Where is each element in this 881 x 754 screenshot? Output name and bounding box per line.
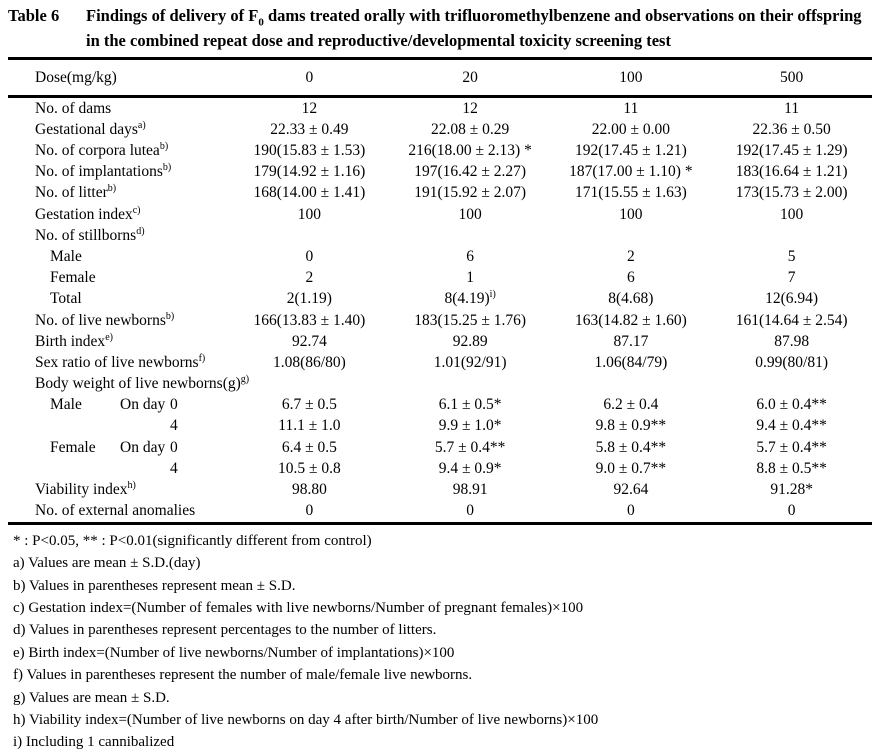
footnote-marker: b): [159, 140, 169, 152]
footnote-line: g) Values are mean ± S.D.: [13, 689, 170, 706]
data-cell: 100: [780, 205, 804, 223]
data-cell: 191(15.92 ± 2.07): [414, 184, 527, 202]
data-cell: 100: [458, 205, 482, 223]
footnote-marker: a): [137, 119, 146, 131]
dose-value-500: 500: [711, 59, 872, 97]
row-label-day: 0: [170, 438, 178, 456]
data-cell: 179(14.92 ± 1.16): [253, 163, 366, 181]
table-row: [8, 310, 872, 331]
data-cell: 87.17: [613, 332, 649, 350]
row-label: Female: [50, 269, 96, 287]
data-cell: [390, 373, 551, 394]
table-row: [8, 501, 872, 524]
data-cell: 171(15.55 ± 1.63): [574, 184, 687, 202]
footnote-marker: h): [127, 479, 136, 491]
data-cell: 0: [466, 502, 474, 520]
row-label-sex: Male: [50, 396, 82, 414]
table-row: [8, 268, 872, 289]
data-cell: 0: [305, 247, 314, 265]
row-label: [8, 437, 229, 458]
data-cell: 22.36 ± 0.50: [752, 120, 831, 138]
row-label: No. of corpora lutea$^{b)}$: [35, 140, 169, 159]
footnote-line: * : P<0.05, ** : P<0.01(significantly different from control): [13, 532, 372, 549]
table-row: [8, 331, 872, 352]
data-cell: 173(15.73 ± 2.00): [735, 184, 848, 202]
data-cell: 98.80: [291, 481, 327, 498]
data-cell: 11: [784, 99, 800, 117]
table-row: [8, 416, 872, 437]
data-cell: [229, 225, 390, 246]
data-cell: 8.8 ± 0.5**: [756, 459, 827, 477]
data-cell: 10.5 ± 0.8: [277, 459, 341, 477]
table-row: [8, 140, 872, 161]
data-cell: 2(1.19): [286, 290, 332, 308]
data-cell: 1.08(86/80): [272, 353, 346, 371]
table-row: [8, 458, 872, 479]
table-row: [8, 225, 872, 246]
caption-text-post: dams treated orally with trifluoromethylbenzene and observations on their offspring in the combined repeat dose and reproductive/developmental toxicity screening test: [86, 6, 862, 50]
data-cell: 87.98: [774, 332, 810, 350]
data-cell: 2: [627, 247, 635, 265]
data-cell: 6.7 ± 0.5: [281, 396, 337, 414]
table-row: [8, 162, 872, 183]
data-cell: 9.8 ± 0.9**: [595, 417, 667, 435]
row-label: No. of external anomalies: [35, 502, 196, 520]
row-label: Total: [50, 290, 82, 308]
caption-text-pre: Findings of delivery of F: [86, 6, 259, 25]
footnote-line: h) Viability index=(Number of live newborns on day 4 after birth/Number of live newborns)×100: [13, 712, 599, 729]
footnote-marker: f): [198, 352, 206, 364]
table-row: [8, 204, 872, 225]
footnote-marker: g): [240, 373, 250, 385]
data-cell: 0.99(80/81): [755, 353, 828, 371]
row-label: Gestational days$^{a)}$: [35, 119, 146, 138]
data-cell: 100: [619, 205, 643, 223]
footnote-marker: b): [107, 183, 117, 195]
row-label: No. of stillborns$^{d)}$: [35, 225, 145, 244]
row-label-onday: On day: [120, 396, 166, 414]
data-cell: 166(13.83 ± 1.40): [253, 311, 366, 329]
data-cell: 11: [623, 99, 639, 117]
table-row: [8, 246, 872, 267]
data-cell: [711, 225, 872, 246]
data-cell: 0: [305, 502, 314, 520]
table-caption: [0, 0, 881, 51]
footnote-marker: i): [489, 289, 496, 301]
data-cell: 9.0 ± 0.7**: [595, 459, 667, 477]
data-cell: 92.89: [452, 332, 488, 350]
data-cell: 5.7 ± 0.4**: [756, 438, 827, 456]
dose-value-20: 20: [390, 59, 551, 97]
data-cell: 168(14.00 ± 1.41): [253, 184, 366, 202]
data-cell: [390, 225, 551, 246]
caption-subscript: 0: [258, 16, 264, 29]
data-cell: [551, 373, 712, 394]
data-cell: [229, 373, 390, 394]
data-cell: 6.2 ± 0.4: [603, 396, 659, 414]
data-cell: 197(16.42 ± 2.27): [414, 163, 527, 181]
footnote-line: c) Gestation index=(Number of females with live newborns/Number of pregnant females)×100: [13, 600, 584, 616]
data-cell: 6: [627, 269, 635, 287]
row-label-day: 0: [170, 396, 178, 414]
table-row: [8, 479, 872, 500]
row-label: No. of live newborns$^{b)}$: [35, 310, 175, 329]
data-cell: 7: [787, 269, 796, 287]
table-row: [8, 373, 872, 394]
footnote-marker: d): [136, 225, 145, 237]
table-number: Table 6: [8, 6, 60, 25]
row-label-sex: Female: [50, 438, 96, 456]
data-cell: 5: [787, 247, 796, 265]
data-cell: 22.00 ± 0.00: [591, 120, 670, 138]
data-cell: 187(17.00 ± 1.10) *: [569, 163, 693, 181]
table-row: [8, 395, 872, 416]
table-row: [8, 183, 872, 204]
row-label-day: 4: [170, 459, 178, 477]
data-cell: 216(18.00 ± 2.13) *: [408, 142, 532, 159]
data-cell: 98.91: [452, 481, 488, 498]
data-cell: 9.4 ± 0.9*: [438, 459, 502, 477]
data-cell: 12(6.94): [765, 290, 819, 308]
row-label: No. of dams: [35, 99, 112, 117]
data-cell: 0: [627, 502, 635, 520]
data-cell: 22.08 ± 0.29: [430, 120, 510, 138]
footnote-marker: b): [162, 162, 172, 174]
row-label: No. of litter$^{b)}$: [35, 183, 117, 202]
footnote-marker: c): [132, 204, 141, 216]
row-label: Viability index$^{h)}$: [35, 479, 136, 498]
table-row: [8, 119, 872, 140]
data-cell: 183(16.64 ± 1.21): [735, 163, 848, 181]
row-label: Body weight of live $newborns(g)^{g)}$: [35, 373, 250, 393]
data-cell: 6: [466, 247, 474, 265]
data-cell: 5.8 ± 0.4**: [595, 438, 667, 456]
data-cell: 6.4 ± 0.5: [281, 438, 337, 456]
data-cell: 2: [305, 269, 314, 287]
dose-header-label: Dose(mg/kg): [8, 59, 229, 97]
table-row: [8, 97, 872, 120]
row-label: [8, 458, 229, 479]
data-cell: 9.4 ± 0.4**: [756, 417, 827, 435]
data-cell: 6.1 ± 0.5*: [438, 396, 502, 414]
row-label: Gestation index$^{c)}$: [35, 204, 141, 223]
data-cell: 9.9 ± 1.0*: [438, 417, 502, 435]
row-label: Birth index$^{e)}$: [35, 331, 113, 350]
row-label: No. of implantations$^{b)}$: [35, 162, 172, 181]
row-label-day: 4: [170, 417, 178, 435]
data-cell: 22.33 ± 0.49: [270, 120, 349, 138]
data-cell: 11.1 ± 1.0: [278, 417, 341, 435]
data-cell: 92.74: [291, 332, 327, 350]
results-table: [8, 57, 872, 525]
data-cell: 183(15.25 ± 1.76): [414, 311, 527, 329]
footnote-marker: b): [165, 310, 175, 322]
header-row: [8, 59, 872, 97]
data-cell: 161(14.64 ± 2.54): [735, 311, 848, 329]
data-cell: 0: [787, 502, 796, 520]
table-row: [8, 352, 872, 373]
data-cell: 1.01(92/91): [433, 353, 507, 371]
data-cell: 6.0 ± 0.4**: [756, 396, 827, 414]
dose-value-100: 100: [551, 59, 712, 97]
footnote-line: a) Values are mean ± S.D.(day): [13, 555, 201, 572]
table-row: [8, 289, 872, 310]
caption-text: [86, 5, 875, 51]
data-cell: 12: [462, 99, 478, 117]
data-cell: 1.06(84/79): [594, 353, 668, 371]
footnote-line: f) Values in parentheses represent the number of male/female live newborns.: [13, 667, 473, 684]
row-label: [8, 395, 229, 416]
dose-value-0: 0: [229, 59, 390, 97]
data-cell: 92.64: [613, 481, 649, 498]
data-cell: 12: [301, 99, 318, 117]
data-cell: 100: [297, 205, 321, 223]
data-cell: 190(15.83 ± 1.53): [253, 142, 366, 159]
footnote-line: i) Including 1 cannibalized: [13, 734, 175, 751]
row-label: Sex ratio of live newborns$^{f)}$: [35, 352, 206, 371]
data-cell: 1: [466, 269, 474, 287]
footnote-line: b) Values in parentheses represent mean ± S.D.: [13, 577, 296, 594]
data-cell: 8(4.68): [608, 290, 654, 308]
row-label: [8, 416, 229, 437]
footnote-line: d) Values in parentheses represent percentages to the number of litters.: [13, 622, 437, 639]
footnote-line: e) Birth index=(Number of live newborns/Number of implantations)×100: [13, 644, 455, 661]
data-cell: $8(4.19)^{i)}$: [444, 289, 496, 308]
data-cell: 163(14.82 ± 1.60): [574, 311, 687, 329]
data-cell: [711, 373, 872, 394]
table-body: [8, 97, 872, 524]
footnote-marker: e): [105, 331, 113, 343]
table-row: [8, 437, 872, 458]
row-label: Male: [50, 247, 82, 265]
footnotes: [0, 530, 881, 754]
data-cell: 192(17.45 ± 1.21): [574, 142, 687, 159]
row-label-onday: On day: [120, 438, 166, 456]
data-cell: 91.28*: [770, 481, 813, 498]
data-cell: 192(17.45 ± 1.29): [735, 142, 848, 159]
data-cell: [551, 225, 712, 246]
data-cell: 5.7 ± 0.4**: [434, 438, 506, 456]
